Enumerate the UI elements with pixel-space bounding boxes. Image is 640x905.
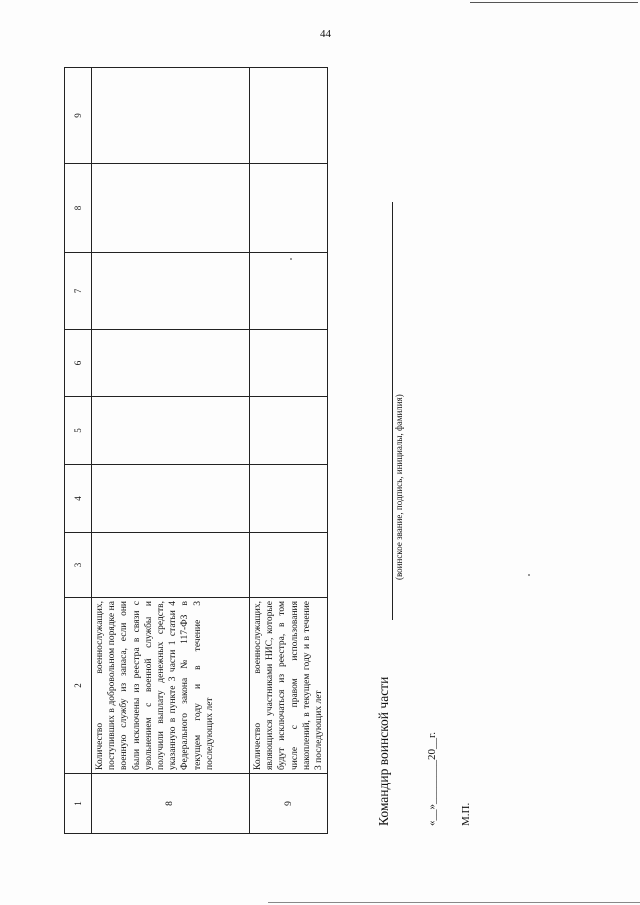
- empty-cell: [92, 68, 250, 164]
- date-line: «__»________20__г.: [426, 731, 438, 826]
- row-description: Количество военнослужащих, поступивших в добровольном порядке на военную службу из запаса, если они были исключены из реестра в связи с увольнением с военной службы и получили выплату денежных средств, указанную в пункте 3 части 1 статьи 4 Федерального закона № 117-ФЗ в текущем году и в течение 3 последующих лет: [95, 601, 215, 770]
- empty-cell: [250, 164, 328, 253]
- empty-cell: [92, 465, 250, 533]
- signature-caption: (воинское звание, подпись, инициалы, фамилия): [394, 394, 404, 580]
- column-number-row: [65, 68, 92, 834]
- page-number: 44: [320, 28, 331, 40]
- empty-cell: [92, 330, 250, 397]
- row-description-cell: [250, 598, 328, 774]
- column-number: 2: [65, 598, 92, 774]
- empty-cell: [250, 68, 328, 164]
- column-number: 9: [65, 68, 92, 164]
- column-number: 3: [65, 533, 92, 598]
- column-number: 8: [65, 164, 92, 253]
- empty-cell: [92, 533, 250, 598]
- column-number: 4: [65, 465, 92, 533]
- column-number: 7: [65, 253, 92, 330]
- empty-cell: [92, 164, 250, 253]
- empty-cell: [250, 533, 328, 598]
- row-number: 8: [92, 774, 250, 834]
- scan-edge-bottom: [268, 902, 640, 903]
- row-description-cell: [92, 598, 250, 774]
- rotated-landscape-sheet: [0, 68, 640, 888]
- row-number: 9: [250, 774, 328, 834]
- column-number: 5: [65, 397, 92, 465]
- commander-label: Командир воинской части: [376, 676, 391, 826]
- empty-cell: [250, 397, 328, 465]
- column-number: 1: [65, 774, 92, 834]
- empty-cell: [92, 397, 250, 465]
- row-description: Количество военнослужащих, являющихся участниками НИС, которые будут исключаться из реестра, в том числе с правом использования накоплений, в текущем году и в течение 3 последующих лет: [253, 601, 325, 770]
- scan-edge-top: [470, 2, 638, 3]
- report-table: [64, 67, 328, 834]
- column-number: 6: [65, 330, 92, 397]
- table-row: [92, 68, 250, 834]
- empty-cell: [250, 465, 328, 533]
- empty-cell: [250, 330, 328, 397]
- empty-cell: [92, 253, 250, 330]
- table-row: [250, 68, 328, 834]
- stamp-place: М.П.: [460, 802, 472, 826]
- signature-line: [392, 202, 393, 620]
- empty-cell: [250, 253, 328, 330]
